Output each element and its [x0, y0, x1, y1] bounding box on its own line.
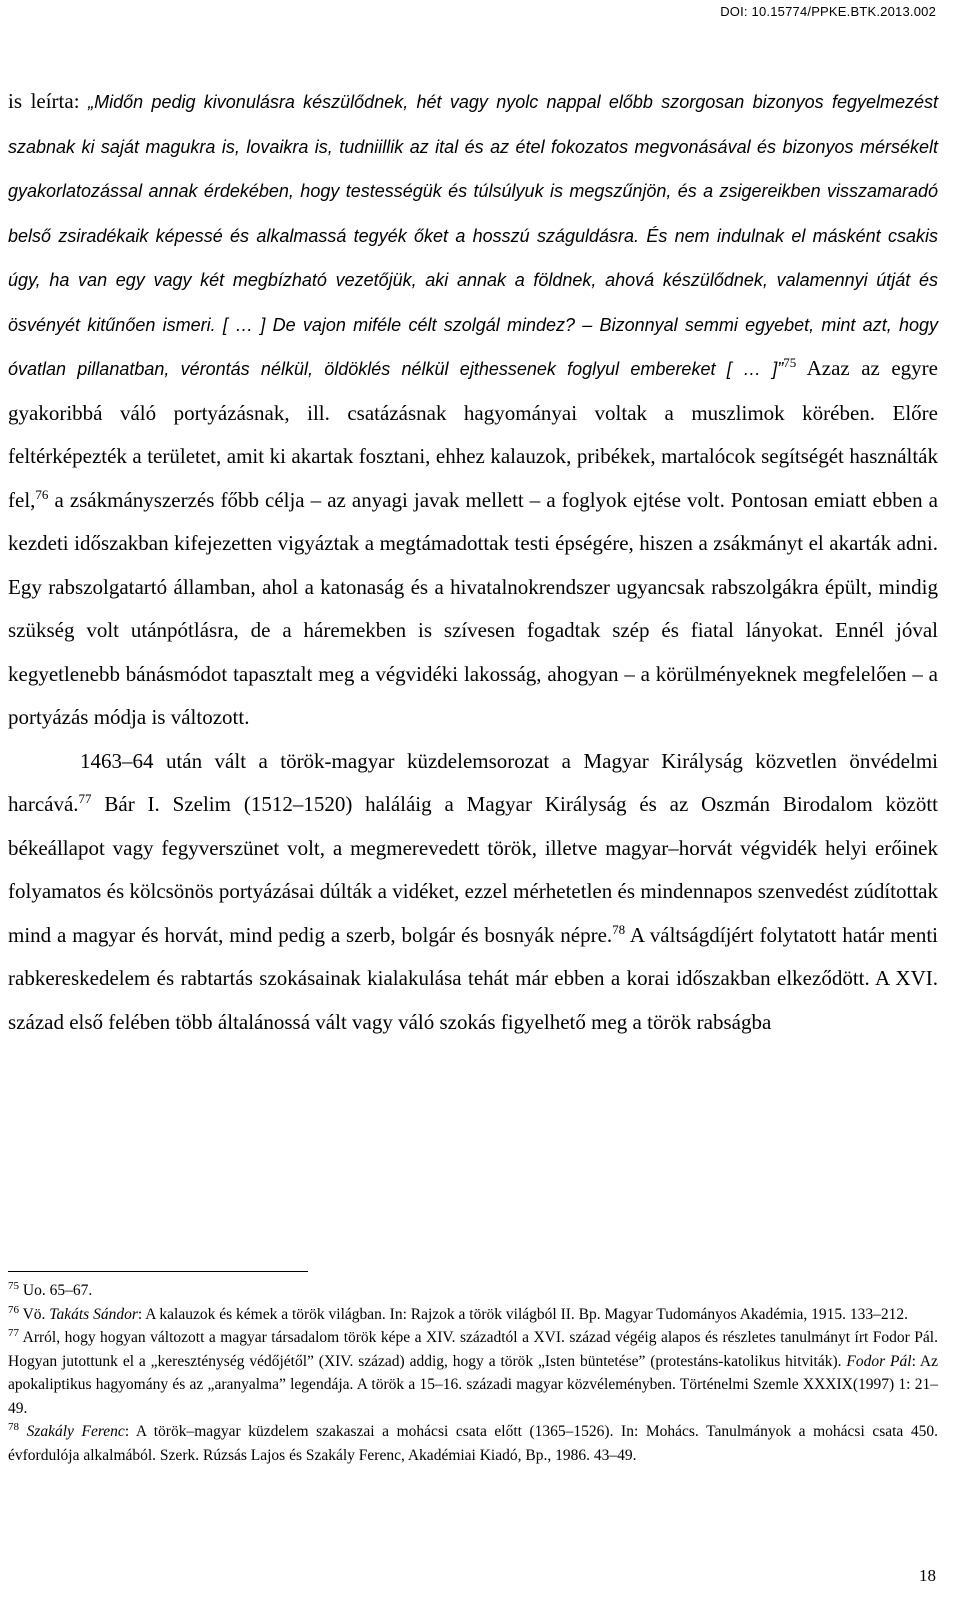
paragraph-1-lead: is leírta: — [8, 89, 89, 113]
footnote-pre — [19, 1423, 27, 1440]
footnote-number: 75 — [8, 1279, 19, 1292]
paragraph-2-c: A váltságdíjért folytatott határ menti rabkereskedelem és rabtartás szokásainak kialakulása tehát már ebben a korai időszakban elkeződött. A XVI. század első felében több általánossá vált vagy váló szokás figyelhető meg a török rabságba — [8, 922, 938, 1034]
footnote-text: : A török–magyar küzdelem szakaszai a mohácsi csata előtt (1365–1526). In: Mohács. Tanulmányok a mohácsi csata 450. évfordulója alkalmából. Szerk. Rúzsás Lajos és Szakály Ferenc, Akadémiai Kiadó, Bp., 1986. 43–49. — [8, 1423, 938, 1464]
footnote-author: Szakály Ferenc — [26, 1423, 125, 1440]
footnote-number: 77 — [8, 1326, 19, 1339]
paragraph-1-tail: a zsákmányszerzés főbb célja – az anyagi javak mellett – a foglyok ejtése volt. Pontosan emiatt ebben a kezdeti időszakban kifejezetten vigyáztak a megtámadottak testi épségére, hiszen a zsákmányt el akarták adni. Egy rabszolgatartó államban, ahol a katonaság és a hivatalnokrendszer ugyancsak rabszolgákra épült, mindig szükség volt utánpótlásra, de a háremekben is szívesen fogadtak szép és fiatal lányokat. Ennél jóval kegyetlenebb bánásmódot tapasztalt meg a végvidéki lakosság, ahogyan – a körülményeknek megfelelően – a portyázás módja is változott. — [8, 487, 938, 729]
footnote-78 — [8, 1420, 938, 1467]
footnote-75 — [8, 1279, 938, 1303]
footnote-author: Fodor Pál — [846, 1352, 912, 1370]
footnote-ref-78[interactable]: 78 — [612, 921, 626, 937]
footnote-pre: Vö. — [19, 1305, 50, 1323]
paragraph-2 — [8, 740, 938, 1045]
footnote-77 — [8, 1326, 938, 1420]
footnote-ref-77[interactable]: 77 — [78, 791, 92, 806]
doi-header: DOI: 10.15774/PPKE.BTK.2013.002 — [720, 4, 936, 19]
paragraph-1 — [8, 80, 938, 740]
footnote-author: Takáts Sándor — [49, 1305, 138, 1323]
footnote-ref-76[interactable]: 76 — [35, 486, 49, 502]
footnote-text: : Az apokaliptikus hagyomány és az „aranyalma” legendája. A török a 15–16. századi magyar közvéleményben. Történelmi Szemle XXXIX(1997) 1: 21–49. — [8, 1352, 939, 1417]
footnote-number: 76 — [8, 1303, 19, 1316]
main-text — [8, 80, 938, 1044]
paragraph-2-a: 1463–64 után vált a török-magyar küzdelemsorozat a Magyar Királyság közvetlen önvédelmi harcává. — [8, 748, 938, 816]
quotation: „Midőn pedig kivonulásra készülődnek, hét vagy nyolc nappal előbb szorgosan bizonyos fegyelmezést szabnak ki saját magukra is, lovaikra is, tudniillik az ital és az étel fokozatos megvonásával és bizonyos mérsékelt gyakorlatozással annak érdekében, hogy testességük és túlsúlyuk is megszűnjön, és a zsigereikben visszamaradó belső zsiradékaik képessé és alkalmassá tegyék őket a hosszú száguldásra. És nem indulnak el másként csakis úgy, ha van egy vagy két megbízható vezetőjük, aki annak a földnek, ahová készülődnek, valamennyi útját és ösvényét kitűnően ismeri. [ … ] De vajon miféle célt szolgál mindez? – Bizonnyal semmi egyebet, mint azt, hogy óvatlan pillanatban, vérontás nélkül, öldöklés nélkül ejthessenek foglyul embereket [ … ]” — [8, 92, 939, 379]
page-number: 18 — [919, 1566, 936, 1585]
footnote-number: 78 — [8, 1420, 19, 1433]
paragraph-1-mid: Azaz az egyre gyakoribbá váló portyázásnak, ill. csatázásnak hagyományai voltak a muszlimok körében. Előre feltérképezték a területet, amit ki akartak fosztani, ehhez kalauzok, pribékek, martalócok segítségét használták fel, — [8, 356, 939, 512]
footnote-76 — [8, 1303, 938, 1327]
footnote-ref-75[interactable]: 75 — [783, 355, 797, 370]
footnote-separator — [8, 1271, 308, 1272]
footnote-text: : A kalauzok és kémek a török világban. In: Rajzok a török világból II. Bp. Magyar Tudományos Akadémia, 1915. 133–212. — [137, 1305, 909, 1323]
paragraph-2-b: Bár I. Szelim (1512–1520) haláláig a Magyar Királyság és az Oszmán Birodalom között békeállapot vagy fegyverszünet volt, a megmerevedett török, illetve magyar–horvát végvidék helyi erőinek folyamatos és kölcsönös portyázásai dúlták a vidéket, ezzel mérhetetlen és mindennapos szenvedést zúdítottak mind a magyar és horvát, mind pedig a szerb, bolgár és bosnyák népre. — [8, 792, 938, 947]
footnotes — [8, 1279, 938, 1467]
footnote-text: Uo. 65–67. — [19, 1282, 93, 1299]
footnote-pre: Arról, hogy hogyan változott a magyar társadalom török képe a XIV. századtól a XVI. század végéig alapos és részletes tanulmányt írt Fodor Pál. Hogyan jutottunk el a „kereszténység védőjétől” (XIV. század) addig, hogy a török „Isten büntetése” (protestáns-katolikus hitviták). — [8, 1329, 938, 1370]
